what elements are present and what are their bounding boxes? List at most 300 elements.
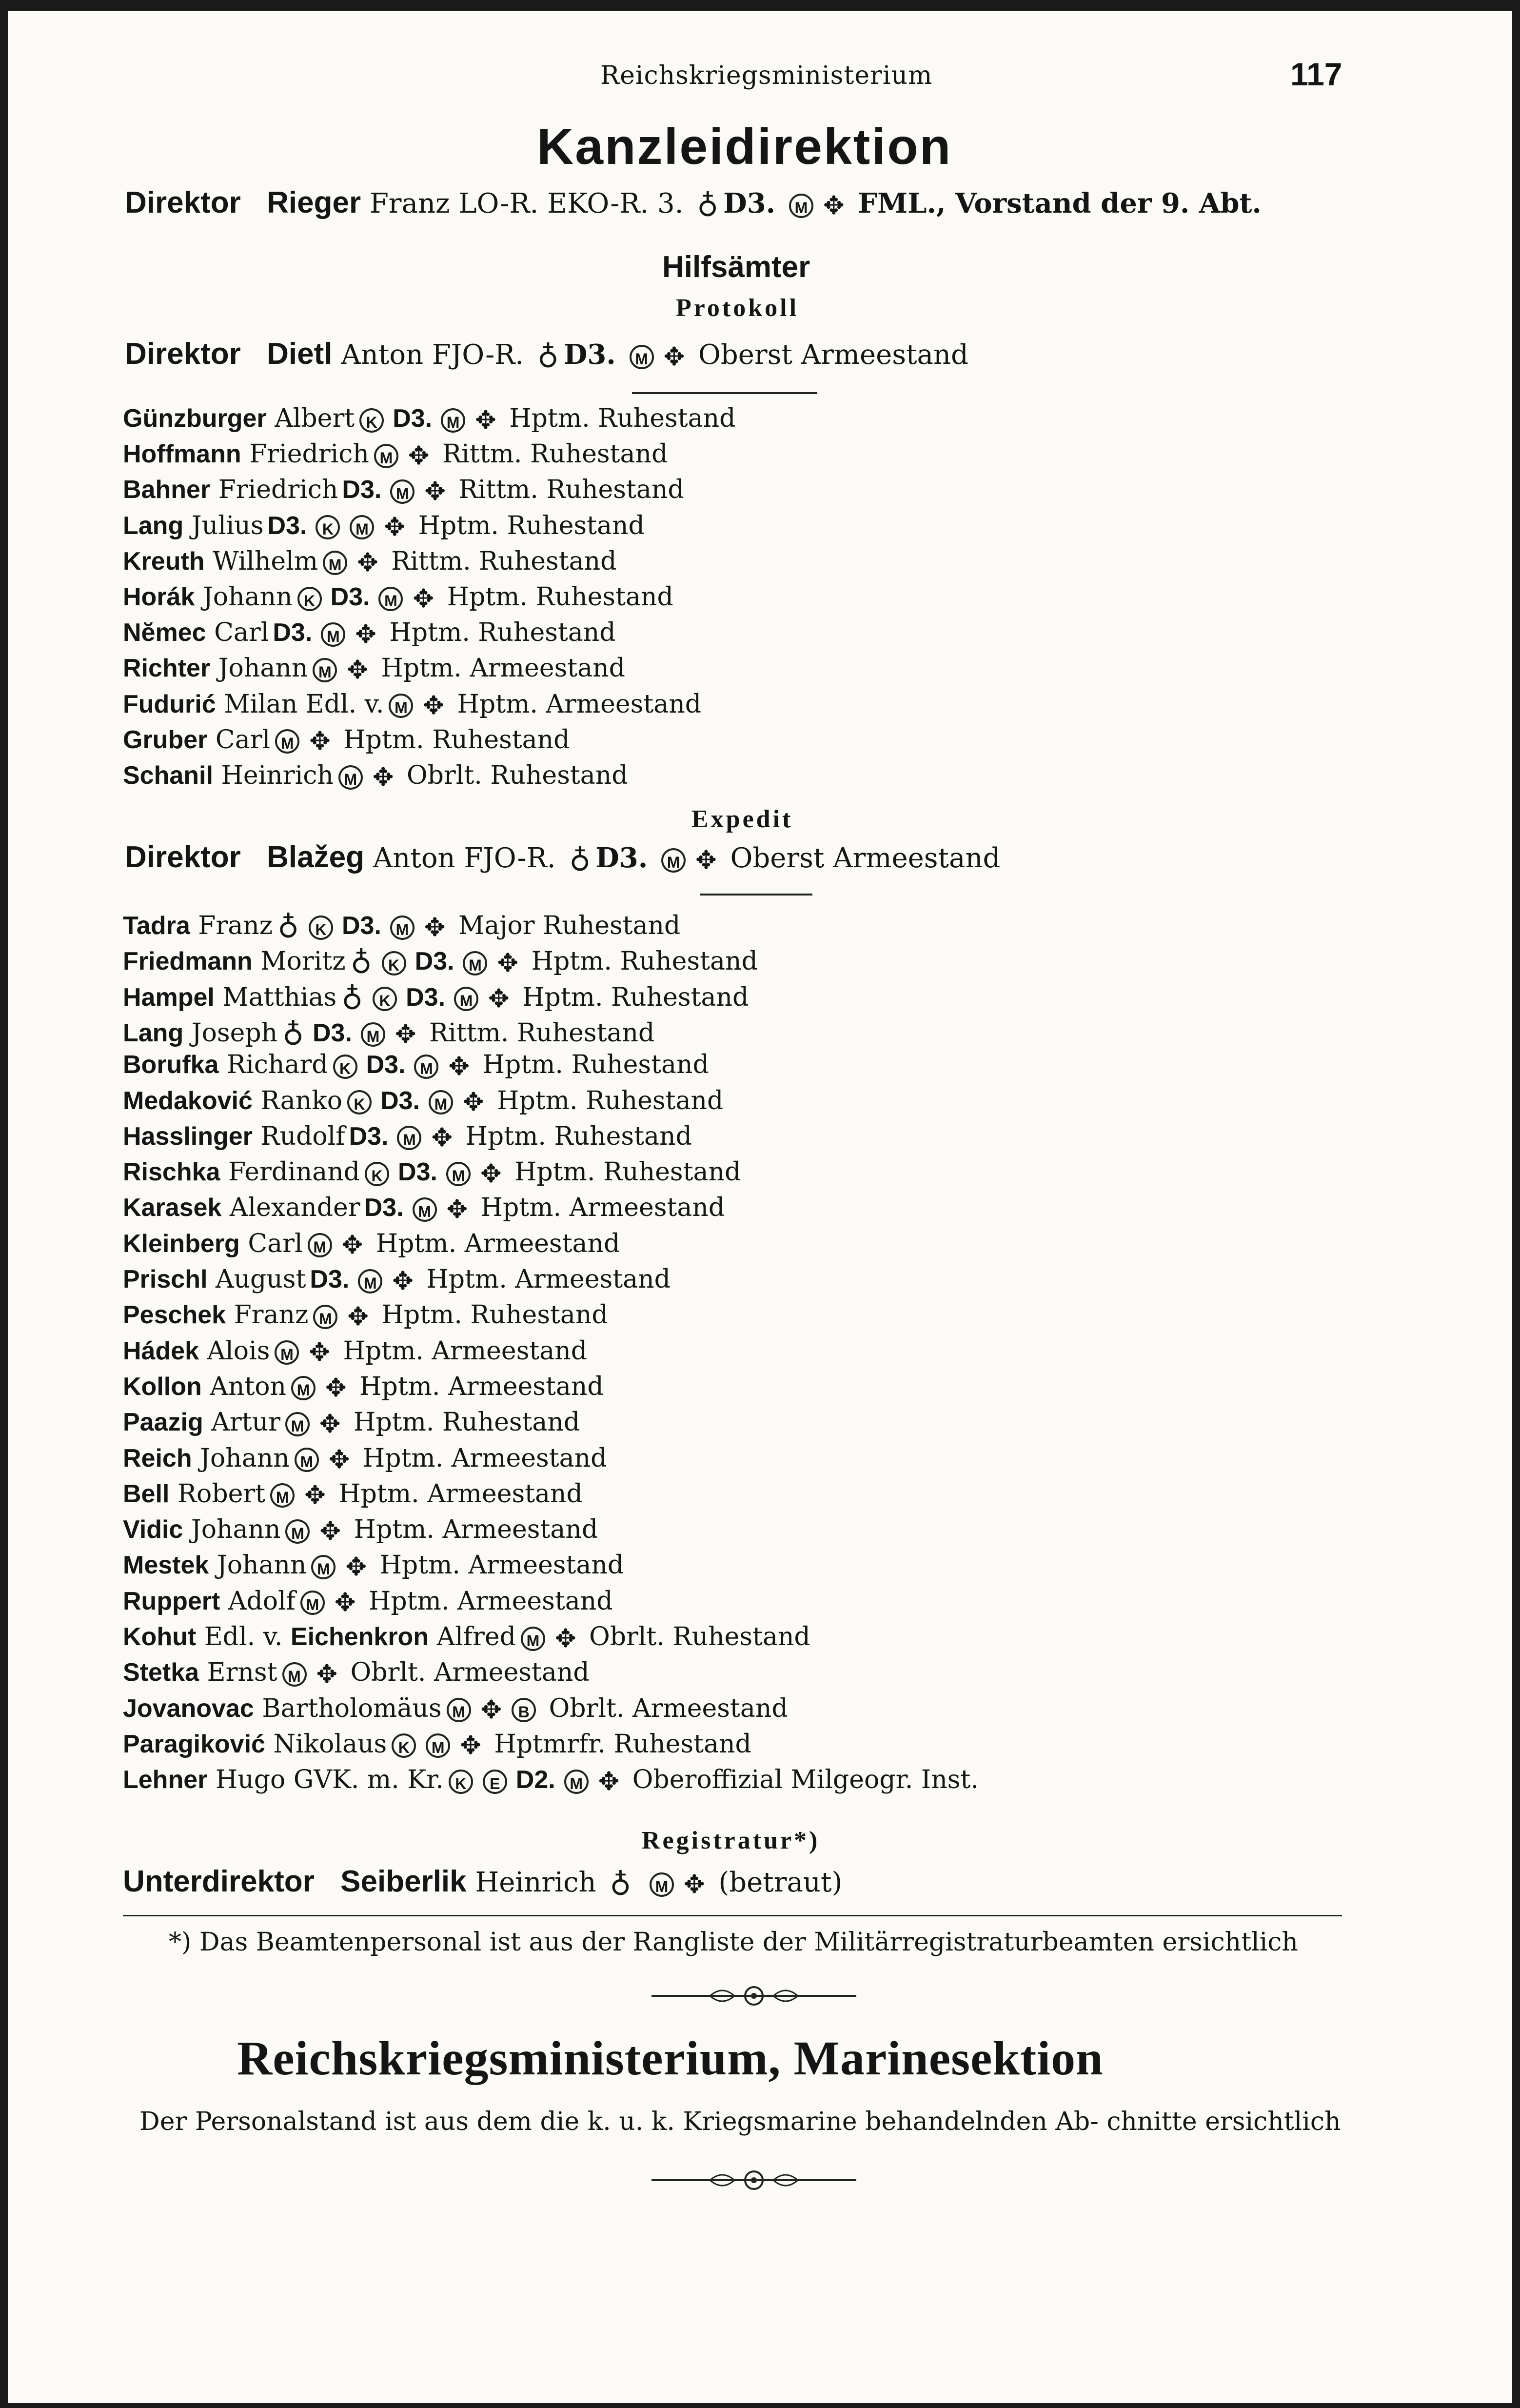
d-grade: D3.: [398, 1158, 437, 1187]
rank-status: Rittm. Ruhestand: [458, 475, 684, 505]
director-rank: Direktor: [125, 840, 241, 874]
personnel-row: [123, 1479, 583, 1511]
ring-symbol-icon: ♁: [537, 337, 559, 371]
surname: Tadra: [123, 912, 190, 940]
m-medal-icon: M: [426, 1733, 450, 1758]
cross-icon: ✥: [319, 1409, 341, 1439]
rank-status: Obrlt. Armeestand: [549, 1693, 788, 1723]
cross-icon: ✥: [316, 1659, 338, 1689]
rank-status: Hptm. Ruhestand: [418, 511, 645, 540]
m-medal-icon: M: [521, 1627, 545, 1651]
surname: Paragiković: [123, 1730, 265, 1758]
personnel-row: [123, 1515, 598, 1546]
surname: Lang: [123, 1018, 184, 1047]
marine-text: Der Personalstand ist aus dem die k. u. k. Kriegsmarine behandelnden Ab- chnitte ersichtlich: [139, 2107, 1341, 2136]
k-medal-icon: K: [347, 1090, 372, 1114]
m-medal-icon: M: [300, 1591, 325, 1615]
protokoll-director-line: [125, 337, 968, 372]
surname: Vidic: [123, 1515, 183, 1544]
m-medal-icon: M: [441, 408, 465, 433]
cross-icon: ✥: [695, 845, 717, 875]
cross-icon: ✥: [408, 441, 430, 471]
m-medal-icon: M: [285, 1412, 310, 1436]
m-medal-icon: M: [564, 1770, 589, 1794]
personnel-row: [123, 1765, 979, 1796]
given-name: Franz: [234, 1300, 309, 1330]
k-medal-icon: K: [382, 951, 406, 975]
m-medal-icon: M: [350, 515, 374, 539]
ring-symbol-icon: ♁: [697, 186, 719, 220]
rank-status: Oberoffizial Milgeogr. Inst.: [632, 1765, 979, 1795]
surname: Schanil: [123, 761, 213, 790]
surname: Stetka: [123, 1658, 199, 1687]
subsection-registratur: Registratur*): [642, 1827, 820, 1854]
given-name: Anton: [210, 1372, 287, 1401]
surname: Lehner: [123, 1766, 208, 1794]
personnel-row: [123, 1551, 624, 1582]
subsection-hilfsaemter: Hilfsämter: [662, 250, 810, 284]
ornament-divider-icon: [642, 1981, 866, 2010]
surname: Ruppert: [123, 1587, 220, 1615]
surname: Bahner: [123, 476, 211, 504]
rank-status: Obrlt. Armeestand: [350, 1658, 590, 1688]
page-number: 117: [1290, 56, 1342, 92]
m-medal-icon: M: [650, 1872, 674, 1897]
m-medal-icon: M: [321, 622, 345, 647]
cross-icon: ✥: [392, 1266, 414, 1296]
cross-icon: ✥: [423, 691, 444, 721]
given-name: Friedrich: [218, 475, 338, 505]
m-medal-icon: M: [295, 1448, 319, 1472]
personnel-row: [123, 907, 680, 942]
given-name: Hugo: [215, 1765, 286, 1795]
m-medal-icon: M: [789, 194, 813, 218]
cross-icon: ✥: [480, 1695, 502, 1725]
m-medal-icon: M: [361, 1022, 385, 1047]
given-name: Moritz: [260, 947, 346, 976]
head-given: Heinrich: [475, 1867, 596, 1898]
m-medal-icon: M: [313, 1305, 337, 1329]
m-medal-icon: M: [291, 1376, 316, 1400]
cross-icon: ✥: [475, 405, 496, 435]
m-medal-icon: M: [338, 765, 363, 790]
personnel-row: [123, 1587, 613, 1618]
k-medal-icon: K: [449, 1770, 473, 1794]
surname: Hampel: [123, 983, 215, 1012]
d-grade: D3.: [595, 842, 648, 874]
d-grade: D3.: [310, 1265, 350, 1294]
personnel-row: [123, 725, 570, 756]
surname: Medaković: [123, 1086, 253, 1115]
cross-icon: ✥: [463, 1088, 484, 1117]
section-title-kanzleidirektion: Kanzleidirektion: [537, 119, 952, 175]
cross-icon: ✥: [554, 1624, 576, 1653]
surname: Nĕmec: [123, 618, 206, 647]
rank-status: Hptm. Armeestand: [354, 1515, 598, 1545]
rank-status: Hptm. Ruhestand: [509, 404, 736, 433]
surname: Rischka: [123, 1158, 220, 1187]
cross-icon: ✥: [355, 619, 376, 649]
surname: Kleinberg: [123, 1229, 240, 1258]
marine-title: Reichskriegsministerium, Marinesektion: [237, 2031, 1104, 2085]
director-surname: Blažeg: [267, 840, 364, 874]
rank-status: Hptm. Armeestand: [369, 1586, 613, 1616]
given-name: Milan Edl. v.: [224, 689, 384, 719]
m-medal-icon: M: [358, 1269, 382, 1294]
d-grade: D3.: [563, 338, 616, 371]
personnel-row: [123, 475, 684, 506]
personnel-row: [123, 943, 758, 978]
cross-icon: ✥: [823, 191, 845, 220]
k-medal-icon: K: [333, 1055, 357, 1079]
rank-status: Hptm. Ruhestand: [482, 1050, 709, 1080]
rank-status: Hptm. Ruhestand: [465, 1121, 692, 1151]
director-details: Anton FJO-R.: [373, 842, 556, 874]
surname: Richter: [123, 654, 211, 683]
personnel-row: [123, 1015, 654, 1050]
given-name: Albert: [275, 404, 355, 433]
director-rank: Direktor: [125, 186, 241, 219]
personnel-row: [123, 761, 628, 792]
cross-icon: ✥: [497, 948, 519, 978]
given-name: Carl: [214, 618, 269, 648]
d-grade: D3.: [341, 912, 381, 940]
rank-status: Hptm. Armeestand: [362, 1443, 607, 1473]
cross-icon: ✥: [319, 1516, 341, 1546]
m-medal-icon: M: [447, 1698, 471, 1722]
ring-symbol-icon: ♁: [350, 943, 372, 977]
ring-symbol-icon: ♁: [282, 1014, 304, 1049]
given-name: Johann: [200, 1443, 290, 1473]
rank-status: Hptm. Armeestand: [457, 689, 702, 719]
surname: Paazig: [123, 1408, 203, 1437]
k-medal-icon: K: [365, 1162, 389, 1186]
footnote: *) Das Beamtenpersonal ist aus der Rangliste der Militärregistraturbeamten ersichtlich: [169, 1928, 1298, 1957]
m-medal-icon: M: [390, 479, 415, 504]
m-medal-icon: M: [414, 1055, 438, 1079]
personnel-row: [123, 1336, 587, 1368]
decoration-text: GVK. m. Kr.: [293, 1765, 444, 1795]
m-medal-icon: M: [413, 1197, 437, 1222]
given-name: Ranko: [260, 1086, 343, 1115]
d-grade: D3.: [406, 983, 446, 1012]
director-tail: FML., Vorstand der 9. Abt.: [858, 187, 1262, 219]
surname: Hasslinger: [123, 1122, 253, 1151]
m-medal-icon: M: [311, 1555, 336, 1579]
head-tail: (betraut): [718, 1867, 843, 1898]
given-name: Ernst: [207, 1658, 277, 1688]
d-grade: D3.: [313, 1018, 352, 1047]
d-grade: D3.: [342, 476, 382, 504]
cross-icon: ✥: [684, 1870, 705, 1899]
rank-status: Hptm. Ruhestand: [354, 1408, 580, 1437]
given-name: Artur: [211, 1408, 280, 1437]
document-page: [8, 11, 1512, 2403]
given-name: Rudolf: [260, 1121, 345, 1151]
given-name-2: Alfred: [436, 1622, 516, 1652]
surname: Günzburger: [123, 404, 267, 433]
ring-symbol-icon: ♁: [569, 840, 591, 875]
given-name: Edl. v.: [204, 1622, 283, 1652]
surname: Jovanovac: [123, 1694, 254, 1723]
given-name: Richard: [227, 1050, 328, 1080]
cross-icon: ✥: [328, 1445, 350, 1474]
cross-icon: ✥: [309, 727, 331, 756]
subsection-protokoll: Protokoll: [676, 294, 799, 322]
d-grade: D3.: [393, 404, 433, 433]
m-medal-icon: M: [313, 658, 337, 682]
k-medal-icon: K: [392, 1733, 416, 1758]
ring-symbol-icon: ♁: [341, 978, 363, 1013]
rank-status: Rittm. Ruhestand: [442, 439, 668, 469]
ring-symbol-icon: ♁: [277, 907, 299, 941]
personnel-row: [123, 618, 616, 649]
surname: Karasek: [123, 1194, 222, 1222]
rank-status: Hptm. Armeestand: [343, 1336, 588, 1366]
m-medal-icon: M: [389, 694, 413, 718]
d-grade: D3.: [349, 1122, 389, 1151]
director-details: Anton FJO-R.: [341, 339, 524, 371]
surname: Gruber: [123, 725, 208, 754]
cross-icon: ✥: [345, 1552, 367, 1582]
surname: Peschek: [123, 1301, 226, 1330]
d-grade: D3.: [273, 618, 313, 647]
personnel-row: [123, 1372, 604, 1403]
cross-icon: ✥: [347, 655, 368, 685]
k-medal-icon: K: [309, 915, 333, 940]
given-name: Heinrich: [221, 761, 334, 790]
rank-status: Hptm. Ruhestand: [522, 982, 749, 1012]
personnel-row: [123, 690, 701, 721]
given-name: Alexander: [229, 1193, 360, 1223]
director-rank: Direktor: [125, 337, 241, 371]
subsection-expedit: Expedit: [691, 805, 793, 833]
rank-status: Rittm. Ruhestand: [391, 546, 617, 576]
surname: Lang: [123, 511, 184, 540]
m-medal-icon: M: [630, 345, 654, 369]
given-name: Nikolaus: [273, 1729, 387, 1759]
surname: Mestek: [123, 1551, 209, 1580]
surname: Horák: [123, 583, 195, 611]
personnel-row: [123, 1193, 725, 1224]
personnel-row: [123, 1157, 741, 1189]
divider: [632, 392, 817, 394]
rank-status: Hptm. Ruhestand: [497, 1086, 724, 1115]
m-medal-icon: M: [270, 1483, 295, 1508]
m-medal-icon: M: [285, 1519, 310, 1544]
rank-status: Hptm. Armeestand: [426, 1265, 671, 1294]
personnel-row: [123, 1694, 788, 1725]
m-medal-icon: M: [275, 1340, 299, 1365]
surname: Fudurić: [123, 690, 216, 718]
cross-icon: ✥: [424, 913, 446, 942]
head-surname: Seiberlik: [340, 1865, 467, 1898]
b-medal-icon: B: [512, 1698, 536, 1722]
director-details: Franz LO-R. EKO-R. 3.: [369, 188, 684, 219]
personnel-row: [123, 1444, 607, 1475]
rank-status: Hptm. Armeestand: [338, 1479, 583, 1509]
m-medal-icon: M: [378, 587, 403, 611]
k-medal-icon: K: [359, 408, 384, 433]
m-medal-icon: M: [323, 551, 347, 575]
surname: Kollon: [123, 1372, 202, 1401]
e-medal-icon: E: [483, 1770, 507, 1794]
surname: Kreuth: [123, 547, 205, 576]
cross-icon: ✥: [446, 1194, 468, 1224]
cross-icon: ✥: [424, 477, 446, 506]
running-title: Reichskriegsministerium: [600, 61, 933, 90]
kanzlei-director-line: [125, 185, 1262, 220]
cross-icon: ✥: [413, 584, 434, 614]
rank-status: Hptm. Armeestand: [359, 1372, 604, 1401]
surname: Bell: [123, 1479, 170, 1508]
rank-status: Hptm. Armeestand: [381, 654, 625, 683]
cross-icon: ✥: [663, 342, 685, 372]
cross-icon: ✥: [325, 1373, 347, 1403]
d-grade: D3.: [330, 583, 370, 611]
rank-status: Hptm. Armeestand: [480, 1193, 725, 1223]
rank-status: Major Ruhestand: [458, 911, 681, 940]
cross-icon: ✥: [384, 513, 406, 542]
d-grade: D3.: [415, 947, 454, 976]
m-medal-icon: M: [661, 848, 686, 873]
personnel-row: [123, 979, 749, 1014]
director-surname: Rieger: [267, 186, 361, 219]
rank-status: Hptm. Ruhestand: [447, 582, 673, 612]
k-medal-icon: K: [316, 515, 340, 539]
surname: Friedmann: [123, 947, 253, 976]
cross-icon: ✥: [598, 1767, 620, 1796]
cross-icon: ✥: [309, 1338, 330, 1368]
rank-status: Hptm. Ruhestand: [514, 1157, 741, 1187]
personnel-row: [123, 1050, 709, 1081]
personnel-row: [123, 1622, 810, 1653]
personnel-row: [123, 582, 673, 614]
divider: [123, 1915, 1342, 1916]
m-medal-icon: M: [454, 987, 478, 1011]
d-grade: D3.: [267, 511, 307, 540]
given-name: Wilhelm: [213, 546, 318, 576]
expedit-director-line: [125, 840, 1000, 875]
given-name: Robert: [177, 1479, 266, 1509]
m-medal-icon: M: [374, 444, 398, 468]
head-rank: Unterdirektor: [123, 1865, 315, 1898]
given-name: Alois: [207, 1336, 270, 1366]
cross-icon: ✥: [347, 1302, 369, 1332]
cross-icon: ✥: [372, 762, 394, 792]
surname: Reich: [123, 1444, 192, 1473]
cross-icon: ✥: [480, 1159, 502, 1189]
given-name: Johann: [218, 654, 308, 683]
personnel-row: [123, 1086, 723, 1117]
personnel-row: [123, 404, 735, 435]
rank-status: Hptm. Ruhestand: [343, 725, 570, 755]
d-grade: D2.: [515, 1766, 555, 1794]
personnel-row: [123, 1265, 671, 1296]
m-medal-icon: M: [397, 1126, 421, 1150]
surname-suffix: Eichenkron: [290, 1623, 429, 1651]
personnel-row: [123, 1122, 692, 1153]
personnel-row: [123, 1658, 590, 1689]
k-medal-icon: K: [297, 587, 322, 611]
director-surname: Dietl: [267, 337, 333, 371]
m-medal-icon: M: [390, 915, 415, 940]
rank-status: Hptm. Ruhestand: [381, 1300, 608, 1330]
registratur-head-line: [123, 1864, 842, 1899]
director-tail: Oberst Armeestand: [730, 842, 1001, 874]
given-name: Ferdinand: [228, 1157, 360, 1187]
personnel-row: [123, 1730, 751, 1761]
d-grade: D3.: [723, 187, 776, 219]
m-medal-icon: M: [446, 1162, 471, 1186]
given-name: August: [215, 1265, 306, 1294]
m-medal-icon: M: [429, 1090, 453, 1114]
given-name: Carl: [248, 1229, 303, 1258]
personnel-row: [123, 1229, 620, 1260]
rank-status: Hptm. Ruhestand: [531, 947, 758, 976]
personnel-row: [123, 439, 668, 471]
given-name: Bartholomäus: [262, 1693, 442, 1723]
director-tail: Oberst Armeestand: [698, 339, 968, 371]
divider: [700, 894, 812, 896]
rank-status: Hptmrfr. Ruhestand: [494, 1729, 751, 1759]
cross-icon: ✥: [488, 984, 510, 1014]
given-name: Julius: [191, 511, 264, 540]
cross-icon: ✥: [460, 1731, 481, 1761]
personnel-row: [123, 511, 645, 542]
rank-status: Hptm. Ruhestand: [389, 618, 616, 648]
d-grade: D3.: [364, 1194, 404, 1222]
given-name: Friedrich: [249, 439, 369, 469]
cross-icon: ✥: [431, 1123, 453, 1153]
given-name: Joseph: [191, 1018, 278, 1048]
k-medal-icon: K: [373, 987, 397, 1011]
rank-status: Hptm. Armeestand: [375, 1229, 620, 1258]
rank-status: Obrlt. Ruhestand: [406, 761, 628, 790]
rank-status: Hptm. Armeestand: [379, 1551, 624, 1580]
given-name: Johann: [202, 582, 293, 612]
d-grade: D3.: [366, 1051, 406, 1079]
m-medal-icon: M: [463, 951, 487, 975]
ring-symbol-icon: ♁: [610, 1865, 632, 1899]
m-medal-icon: M: [308, 1233, 332, 1257]
given-name: Franz: [198, 911, 273, 940]
given-name: Johann: [217, 1551, 307, 1580]
cross-icon: ✥: [341, 1231, 363, 1260]
given-name: Johann: [191, 1515, 281, 1545]
surname: Kohut: [123, 1623, 197, 1651]
d-grade: D3.: [380, 1086, 420, 1115]
surname: Hádek: [123, 1336, 199, 1365]
cross-icon: ✥: [334, 1588, 356, 1618]
given-name: Adolf: [228, 1586, 296, 1616]
cross-icon: ✥: [357, 548, 378, 578]
surname: Prischl: [123, 1265, 208, 1294]
personnel-row: [123, 1300, 608, 1332]
m-medal-icon: M: [275, 729, 299, 754]
personnel-row: [123, 1408, 580, 1439]
personnel-row: [123, 654, 625, 685]
given-name: Carl: [215, 725, 271, 755]
cross-icon: ✥: [448, 1052, 470, 1081]
cross-icon: ✥: [395, 1020, 416, 1050]
surname: Hoffmann: [123, 440, 241, 469]
ornament-divider-icon: [642, 2166, 866, 2195]
cross-icon: ✥: [304, 1481, 326, 1511]
given-name: Matthias: [222, 982, 337, 1012]
rank-status: Obrlt. Ruhestand: [589, 1622, 810, 1652]
m-medal-icon: M: [282, 1662, 307, 1687]
